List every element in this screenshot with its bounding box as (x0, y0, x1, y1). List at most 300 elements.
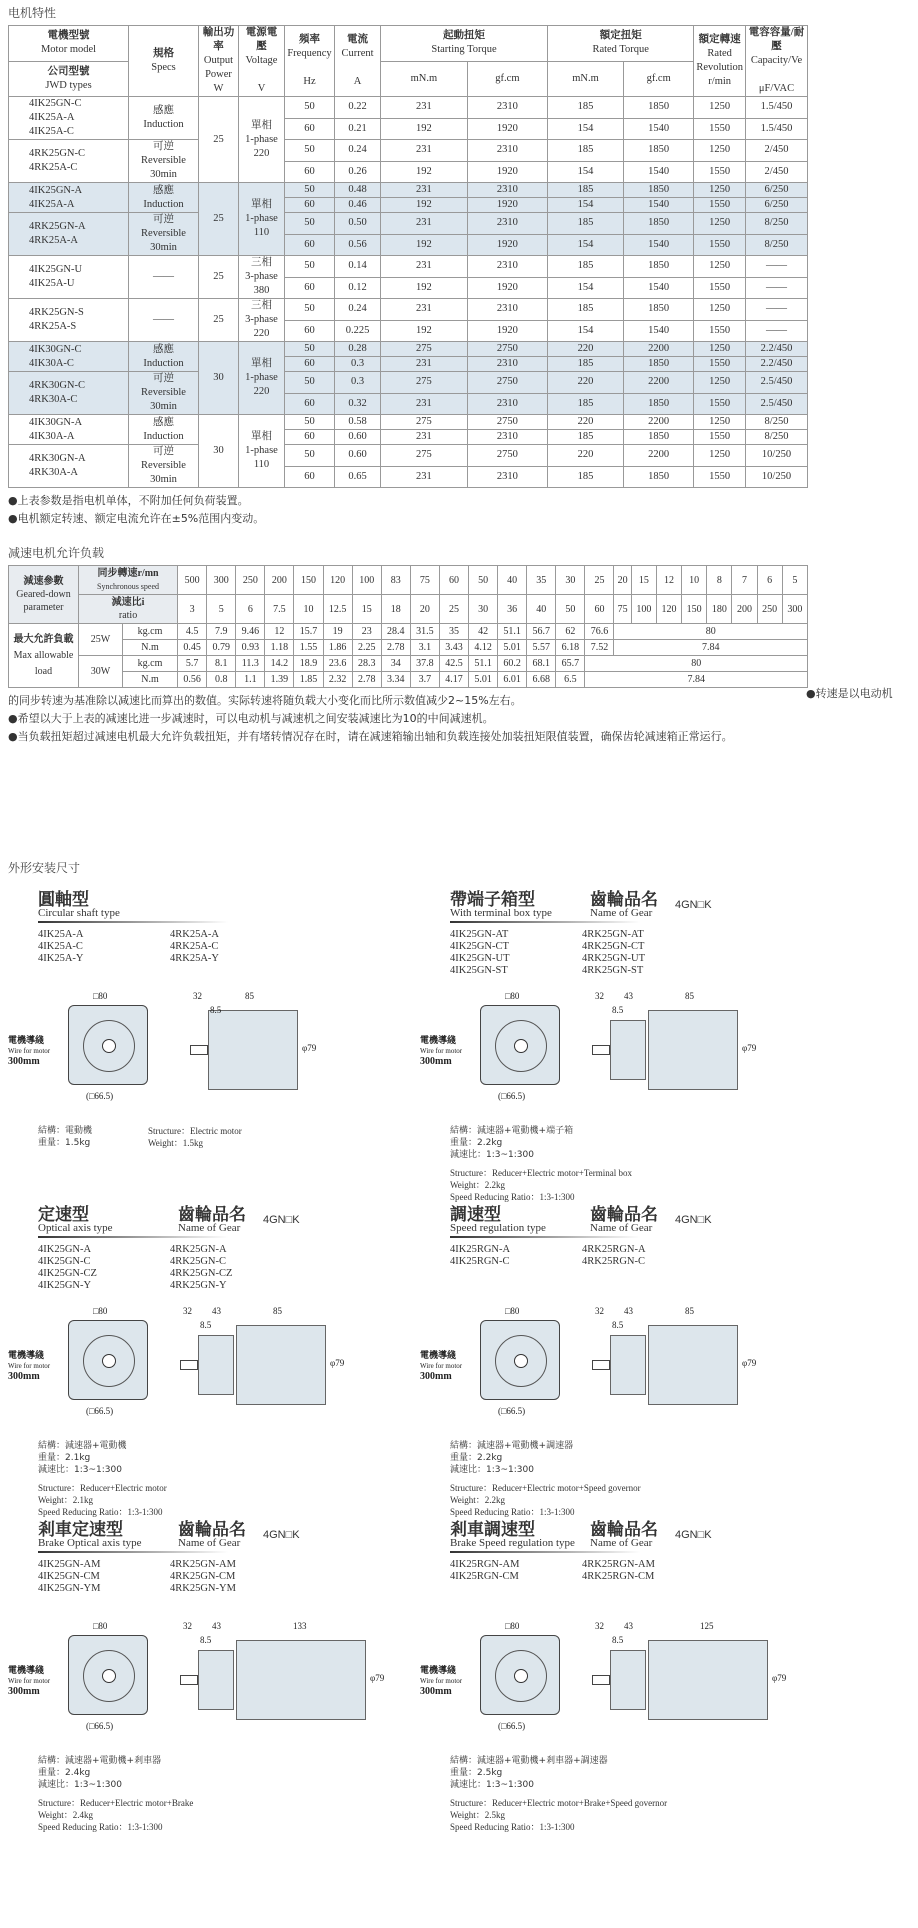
dim-length: 85 (245, 991, 254, 1001)
dim-8-5: 8.5 (200, 1635, 212, 1645)
dim-diameter: φ79 (370, 1673, 385, 1683)
dim-length: 85 (685, 1306, 694, 1316)
spec-value: 1250 (694, 342, 746, 357)
model-item: 4IK25GN-Y (38, 1280, 92, 1291)
watt-25: 25W (79, 624, 123, 656)
spec-value: 1920 (467, 198, 547, 213)
dim-diameter: φ79 (742, 1043, 757, 1053)
block-info (38, 1755, 161, 1791)
spec-value: 231 (381, 393, 468, 415)
spec-value: 2200 (624, 445, 694, 467)
spec-value: 2310 (467, 256, 547, 278)
block-info (38, 1440, 127, 1476)
model-item: 4IK25RGN-AM (450, 1559, 520, 1570)
gear-code: 4GN□K (675, 899, 712, 911)
spec-value: 50 (285, 213, 335, 235)
info-line-en: Structure：Reducer+Electric motor (38, 1483, 167, 1493)
notes-motor (0, 488, 918, 532)
model-item: 4RK25GN-AM (170, 1559, 236, 1570)
title-underline (450, 1551, 640, 1553)
load-value: 19 (323, 624, 352, 640)
info-line: 重量：2.2kg (450, 1138, 503, 1148)
spec-value: 2750 (467, 445, 547, 467)
dim-diameter: φ79 (772, 1673, 787, 1683)
spec-value: 185 (548, 430, 624, 445)
unit: N.m (122, 640, 177, 656)
motor-body (236, 1640, 366, 1720)
dim-square: (□66.5) (86, 1091, 114, 1101)
spec-value: 60 (285, 393, 335, 415)
hdr-unit: mN.m (548, 61, 624, 97)
spec-value: —— (746, 299, 808, 321)
load-value: 1.85 (294, 672, 323, 688)
info-line: 結構：減速器+電動機+剎車器+調速器 (450, 1756, 608, 1766)
section-title-gear: 减速电机允许负载 (8, 546, 105, 560)
voltage-cell: 單相 1-phase 220 (239, 342, 285, 415)
load-value: 3.1 (410, 640, 439, 656)
spec-value: 1550 (694, 234, 746, 256)
motor-body (648, 1325, 738, 1405)
load-value: 37.8 (410, 656, 439, 672)
front-view (68, 1320, 148, 1400)
gear-code: 4GN□K (675, 1214, 712, 1226)
spec-value: 154 (548, 277, 624, 299)
speed-value: 50 (469, 566, 498, 595)
spec-value: 0.26 (335, 161, 381, 183)
dim-43: 43 (624, 1621, 633, 1631)
dim-flange: □80 (93, 1621, 108, 1631)
gear-code: 4GN□K (263, 1214, 300, 1226)
spec-value: 2310 (467, 299, 547, 321)
ratio-value: 12.5 (323, 595, 352, 624)
hdr-voltage: 電源電壓 Voltage V (239, 26, 285, 97)
load-value: 4.12 (469, 640, 498, 656)
title-underline (38, 1551, 228, 1553)
load-value: 0.93 (236, 640, 265, 656)
ratio-value: 30 (469, 595, 498, 624)
ratio-value: 100 (631, 595, 656, 624)
model-item: 4IK25RGN-CM (450, 1571, 519, 1582)
ratio-value: 6 (236, 595, 265, 624)
model-item: 4IK25GN-CZ (38, 1268, 97, 1279)
load-value: 51.1 (469, 656, 498, 672)
load-value: 3.43 (439, 640, 468, 656)
model-item: 4RK25RGN-A (582, 1244, 646, 1255)
load-value: 8.1 (207, 656, 236, 672)
spec-value: 185 (548, 213, 624, 235)
model-list (450, 1559, 700, 1583)
model-item: 4RK25GN-CZ (170, 1268, 233, 1279)
spec-value: 231 (381, 466, 468, 488)
spec-value: 185 (548, 97, 624, 119)
spec-value: —— (746, 277, 808, 299)
block-title: 剎車調速型 (450, 1520, 535, 1539)
spec-value: 8/250 (746, 415, 808, 430)
block-subtitle: Speed regulation type (450, 1222, 546, 1234)
spec-value: 275 (381, 445, 468, 467)
spec-value: 1250 (694, 299, 746, 321)
ratio-value: 50 (556, 595, 585, 624)
spec-value: 10/250 (746, 445, 808, 467)
spec-value: 50 (285, 342, 335, 357)
model-name: 4IK30A-C (29, 357, 74, 369)
model-item: 4RK25RGN-AM (582, 1559, 655, 1570)
dim-43: 43 (624, 1306, 633, 1316)
spec-value: 2200 (624, 415, 694, 430)
dim-32: 32 (183, 1306, 192, 1316)
model-item: 4RK25GN-C (170, 1256, 227, 1267)
drawing-block (420, 885, 880, 1215)
spec-value: 10/250 (746, 466, 808, 488)
title-underline (450, 1236, 640, 1238)
load-value: 7.84 (614, 640, 808, 656)
block-subtitle: Optical axis type (38, 1222, 113, 1234)
drawing-block (420, 1200, 880, 1530)
ratio-value: 150 (682, 595, 707, 624)
ratio-value: 7.5 (265, 595, 294, 624)
gearbox (610, 1020, 646, 1080)
info-line: 結構：減速器+電動機+端子箱 (450, 1126, 574, 1136)
info-line: 重量：2.2kg (450, 1453, 503, 1463)
spec-value: 1850 (624, 183, 694, 198)
model-item: 4RK25GN-Y (170, 1280, 227, 1291)
model-item: 4RK25GN-A (170, 1244, 227, 1255)
block-title: 剎車定速型 (38, 1520, 123, 1539)
info-line-en: Structure：Reducer+Electric motor+Terminal box (450, 1168, 632, 1178)
front-view (68, 1005, 148, 1085)
info-line-en: Weight：2.4kg (38, 1810, 94, 1820)
info-line: 減速比：1:3~1:300 (450, 1780, 534, 1790)
spec-row (9, 415, 808, 430)
dim-diameter: φ79 (302, 1043, 317, 1053)
front-view (68, 1635, 148, 1715)
drawing-block (8, 885, 468, 1215)
gearbox (610, 1650, 646, 1710)
load-value: 42 (469, 624, 498, 640)
model-cell (9, 372, 129, 415)
model-item: 4RK25GN-YM (170, 1583, 236, 1594)
load-value: 31.5 (410, 624, 439, 640)
spec-value: 192 (381, 320, 468, 342)
spec-value: 60 (285, 357, 335, 372)
spec-value: 8/250 (746, 213, 808, 235)
spec-value: 1250 (694, 256, 746, 278)
motor-body (208, 1010, 298, 1090)
speed-value: 35 (527, 566, 556, 595)
gear-name-subtitle: Name of Gear (178, 1222, 241, 1234)
spec-value: 2310 (467, 393, 547, 415)
info-line: 結構：電動機 (38, 1126, 93, 1136)
info-line-en: Weight：2.2kg (450, 1180, 506, 1190)
spec-value: 1250 (694, 445, 746, 467)
spec-value: 1250 (694, 97, 746, 119)
model-cell (9, 97, 129, 140)
model-item: 4RK25GN-AT (582, 929, 644, 940)
spec-value: 60 (285, 198, 335, 213)
model-item: 4IK25GN-AT (450, 929, 509, 940)
dim-flange: □80 (505, 1306, 520, 1316)
speed-value: 120 (323, 566, 352, 595)
info-line: 重量：2.4kg (38, 1768, 91, 1778)
load-value: 28.3 (352, 656, 381, 672)
gear-load-table (8, 565, 808, 688)
speed-value: 250 (236, 566, 265, 595)
voltage-cell: 三相 3-phase 220 (239, 299, 285, 342)
hdr-unit: gf.cm (467, 61, 547, 97)
spec-value: 231 (381, 430, 468, 445)
info-line-en: Weight：2.1kg (38, 1495, 94, 1505)
block-info-en (38, 1482, 167, 1518)
hdr-unit: mN.m (381, 61, 468, 97)
load-value: 1.1 (236, 672, 265, 688)
spec-cell: —— (129, 256, 199, 299)
side-note: ●转速是以电动机 (806, 687, 893, 700)
dim-flange: □80 (505, 991, 520, 1001)
spec-value: —— (746, 320, 808, 342)
load-value: 3.34 (381, 672, 410, 688)
load-value: 23.6 (323, 656, 352, 672)
spec-value: 1.5/450 (746, 118, 808, 140)
model-name: 4IK25GN-A (29, 184, 83, 196)
spec-value: 1550 (694, 393, 746, 415)
ratio-value: 3 (178, 595, 207, 624)
spec-row (9, 140, 808, 162)
spec-value: 1540 (624, 320, 694, 342)
voltage-cell: 單相 1-phase 110 (239, 183, 285, 256)
model-item: 4IK25GN-CM (38, 1571, 100, 1582)
speed-value: 15 (631, 566, 656, 595)
info-line: 減速比：1:3~1:300 (450, 1150, 534, 1160)
spec-value: 1920 (467, 277, 547, 299)
spec-value: 1850 (624, 213, 694, 235)
load-value: 3.7 (410, 672, 439, 688)
unit: N.m (122, 672, 177, 688)
spec-value: 2/450 (746, 161, 808, 183)
load-value: 15.7 (294, 624, 323, 640)
spec-value: 0.28 (335, 342, 381, 357)
load-value: 7.9 (207, 624, 236, 640)
gear-name-title: 齒輪品名 (590, 1205, 658, 1224)
gear-name-subtitle: Name of Gear (590, 907, 653, 919)
model-item: 4IK25RGN-C (450, 1256, 510, 1267)
spec-value: 0.32 (335, 393, 381, 415)
voltage-cell: 三相 3-phase 380 (239, 256, 285, 299)
ratio-value: 15 (352, 595, 381, 624)
spec-value: 1550 (694, 277, 746, 299)
sync-label: 同步轉速r/mn Synchronous speed (79, 566, 178, 595)
spec-value: 1550 (694, 198, 746, 213)
info-line-en: Speed Reducing Ratio：1:3-1:300 (450, 1192, 575, 1202)
gear-name-title: 齒輪品名 (178, 1205, 246, 1224)
block-title: 定速型 (38, 1205, 89, 1224)
gear-name-subtitle: Name of Gear (178, 1537, 241, 1549)
hdr-speed: 額定轉速 Rated Revolution r/min (694, 26, 746, 97)
note: ●上表参数是指电机单体，不附加任何负荷装置。 (8, 494, 249, 507)
spec-value: 1550 (694, 161, 746, 183)
spec-value: 1250 (694, 140, 746, 162)
spec-value: 1850 (624, 97, 694, 119)
info-line-en: Structure：Reducer+Electric motor+Speed governor (450, 1483, 641, 1493)
load-value: 68.1 (527, 656, 556, 672)
load-value: 2.78 (352, 672, 381, 688)
spec-row (9, 213, 808, 235)
wire-label: 電機導綫 Wire for motor 300mm (8, 1035, 51, 1067)
model-item: 4RK25RGN-CM (582, 1571, 655, 1582)
dim-43: 43 (624, 991, 633, 1001)
spec-value: 50 (285, 445, 335, 467)
shaft (190, 1045, 208, 1055)
speed-value: 12 (656, 566, 681, 595)
hdr-cap: 電容容量/耐壓 Capacity/Ve μF/VAC (746, 26, 808, 97)
dim-8-5: 8.5 (612, 1320, 624, 1330)
dim-length: 85 (273, 1306, 282, 1316)
voltage-cell: 單相 1-phase 110 (239, 415, 285, 488)
load-value: 1.39 (265, 672, 294, 688)
shaft (180, 1360, 198, 1370)
spec-value: 60 (285, 430, 335, 445)
dim-43: 43 (212, 1306, 221, 1316)
notes-gear (0, 688, 918, 750)
spec-value: 185 (548, 256, 624, 278)
spec-cell: 可逆 Reversible 30min (129, 140, 199, 183)
model-item: 4IK25GN-ST (450, 965, 508, 976)
ratio-value: 250 (757, 595, 782, 624)
spec-value: 0.60 (335, 430, 381, 445)
load-value: 0.45 (178, 640, 207, 656)
spec-value: 185 (548, 183, 624, 198)
dim-flange: □80 (93, 1306, 108, 1316)
info-line: 減速比：1:3~1:300 (38, 1780, 122, 1790)
spec-row (9, 97, 808, 119)
spec-value: 192 (381, 118, 468, 140)
model-name: 4IK25A-A (29, 198, 75, 210)
model-name: 4RK25A-S (29, 321, 77, 332)
model-name: 4RK25GN-A (29, 221, 86, 232)
speed-value: 10 (682, 566, 707, 595)
load-value: 2.78 (381, 640, 410, 656)
spec-row (9, 256, 808, 278)
title-underline (450, 921, 640, 923)
spec-value: 2750 (467, 415, 547, 430)
drawing-block (8, 1515, 468, 1845)
spec-value: 60 (285, 234, 335, 256)
gearbox (198, 1650, 234, 1710)
model-item: 4RK25A-Y (170, 953, 219, 964)
ratio-value: 40 (527, 595, 556, 624)
speed-value: 60 (439, 566, 468, 595)
load-value: 60.2 (498, 656, 527, 672)
model-cell (9, 256, 129, 299)
info-line-en: Weight：2.5kg (450, 1810, 506, 1820)
model-name: 4RK25GN-C (29, 148, 86, 159)
ratio-value: 18 (381, 595, 410, 624)
ratio-value: 36 (498, 595, 527, 624)
dim-square: (□66.5) (86, 1721, 114, 1731)
spec-value: 50 (285, 183, 335, 198)
spec-value: 60 (285, 277, 335, 299)
info-line: 減速比：1:3~1:300 (38, 1465, 122, 1475)
spec-value: 1550 (694, 357, 746, 372)
hdr-specs: 規格 Specs (129, 26, 199, 97)
spec-value: 220 (548, 372, 624, 394)
spec-value: 1550 (694, 430, 746, 445)
load-value: 6.01 (498, 672, 527, 688)
block-subtitle: Brake Optical axis type (38, 1537, 142, 1549)
model-item: 4RK25GN-CT (582, 941, 645, 952)
spec-value: 1250 (694, 183, 746, 198)
info-line: 重量：1.5kg (38, 1138, 91, 1148)
spec-value: 1850 (624, 357, 694, 372)
spec-value: 2310 (467, 97, 547, 119)
load-value: 9.46 (236, 624, 265, 640)
spec-value: 154 (548, 198, 624, 213)
hdr-start: 起動扭矩 Starting Torque (381, 26, 548, 62)
load-value: 11.3 (236, 656, 265, 672)
model-item: 4IK25GN-AM (38, 1559, 101, 1570)
spec-cell: 感應 Induction (129, 415, 199, 445)
spec-cell: 感應 Induction (129, 183, 199, 213)
dim-square: (□66.5) (86, 1406, 114, 1416)
gear-name-title: 齒輪品名 (590, 1520, 658, 1539)
dim-43: 43 (212, 1621, 221, 1631)
hdr-power: 輸出功率 Output Power W (199, 26, 239, 97)
spec-cell: —— (129, 299, 199, 342)
spec-value: 1540 (624, 118, 694, 140)
spec-value: 6/250 (746, 183, 808, 198)
model-name: 4RK30A-A (29, 467, 78, 478)
shaft (592, 1045, 610, 1055)
spec-value: 275 (381, 415, 468, 430)
gear-param-label: 減速參數 Geared-down parameter (9, 566, 79, 624)
info-line-en: Speed Reducing Ratio：1:3-1:300 (38, 1822, 163, 1832)
model-item: 4IK25GN-A (38, 1244, 92, 1255)
spec-value: 0.65 (335, 466, 381, 488)
motor-body (236, 1325, 326, 1405)
ratio-value: 300 (782, 595, 807, 624)
dim-8-5: 8.5 (612, 1635, 624, 1645)
watt-30: 30W (79, 656, 123, 688)
block-info-en (38, 1797, 193, 1833)
spec-value: 185 (548, 466, 624, 488)
spec-value: 50 (285, 256, 335, 278)
info-line-en: Speed Reducing Ratio：1:3-1:300 (38, 1507, 163, 1517)
spec-value: 154 (548, 320, 624, 342)
info-line: 減速比：1:3~1:300 (450, 1465, 534, 1475)
speed-value: 300 (207, 566, 236, 595)
spec-value: 0.56 (335, 234, 381, 256)
load-value: 6.18 (556, 640, 585, 656)
spec-value: 0.225 (335, 320, 381, 342)
spec-value: 0.50 (335, 213, 381, 235)
model-cell (9, 140, 129, 183)
load-value: 62 (556, 624, 585, 640)
spec-value: 2310 (467, 357, 547, 372)
spec-value: 0.58 (335, 415, 381, 430)
wire-label: 電機導綫 Wire for motor 300mm (8, 1665, 51, 1697)
dim-length: 125 (700, 1621, 714, 1631)
load-value: 28.4 (381, 624, 410, 640)
spec-value: 2750 (467, 342, 547, 357)
load-value: 7.52 (585, 640, 614, 656)
model-name: 4RK25A-A (29, 235, 78, 246)
gearbox (198, 1335, 234, 1395)
model-name: 4IK30GN-C (29, 343, 82, 355)
info-line: 重量：2.5kg (450, 1768, 503, 1778)
wire-label: 電機導綫 Wire for motor 300mm (420, 1665, 463, 1697)
hdr-model: 電機型號 Motor model (9, 26, 129, 62)
dim-8-5: 8.5 (210, 1005, 222, 1015)
spec-value: 220 (548, 445, 624, 467)
